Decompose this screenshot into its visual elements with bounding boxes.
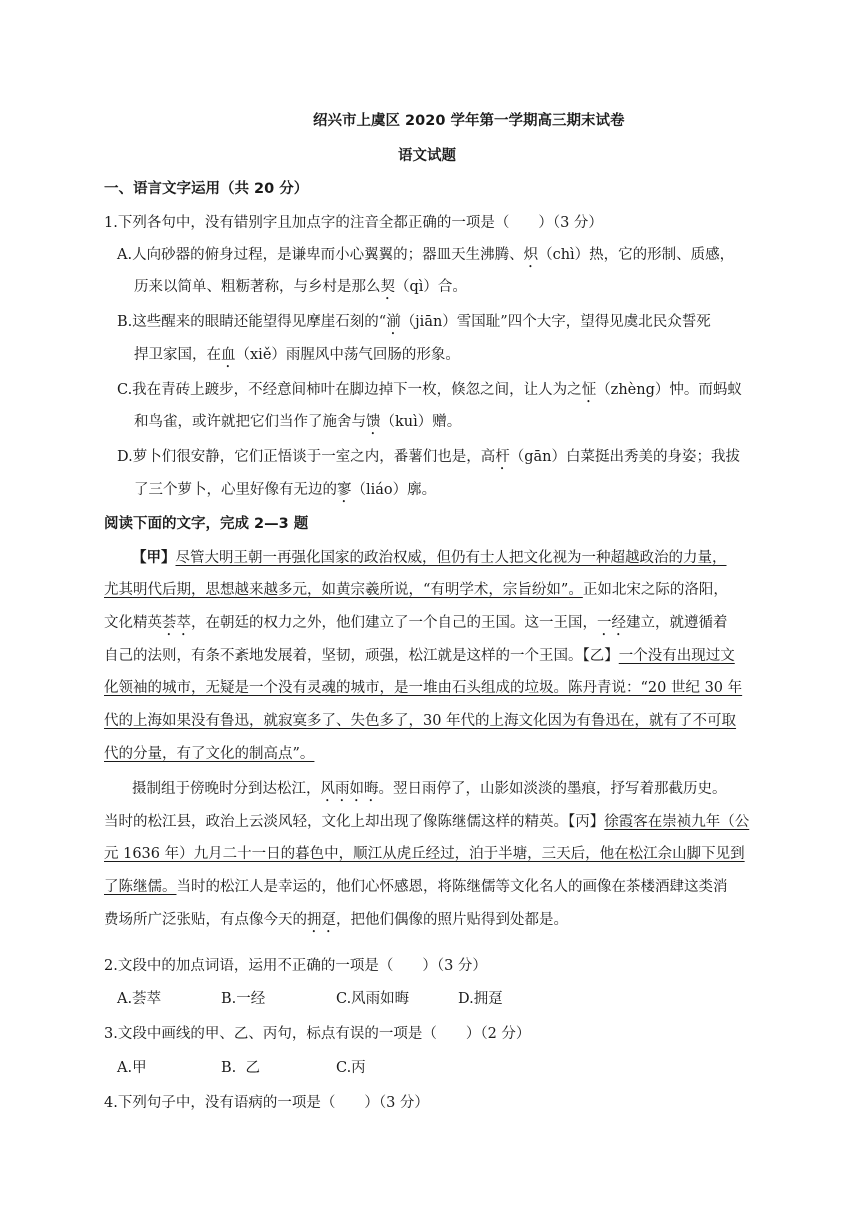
text: 当时的松江人是幸运的，他们心怀感恩，将陈继儒等文化名人的画像在茶楼酒肆这类消 bbox=[176, 879, 728, 895]
text: 正如北宋之际的洛阳， bbox=[582, 582, 728, 598]
q1-option-c-line1 bbox=[117, 380, 742, 406]
passage-p1-line1 bbox=[132, 548, 727, 568]
q1-option-c-line2 bbox=[134, 412, 461, 438]
passage-p2-line2 bbox=[104, 812, 749, 832]
text: （qì）合。 bbox=[395, 279, 467, 295]
passage-p1-line4 bbox=[104, 646, 735, 666]
text: 摄制组于傍晚时分到达松江， bbox=[132, 781, 321, 797]
passage-p1-line5: 化领袖的城市，无疑是一个没有灵魂的城市，是一堆由石头组成的垃圾。陈丹青说：“20 世纪 30 年 bbox=[104, 680, 743, 696]
q1-option-d-line2 bbox=[134, 480, 436, 506]
text: （zhèng）忡。而蚂蚁 bbox=[596, 382, 742, 398]
text: 文化精英 bbox=[104, 615, 162, 631]
text: （gān）白菜挺出秀美的身姿；我拔 bbox=[509, 449, 740, 465]
q2-option-d: D.拥趸 bbox=[458, 991, 503, 1007]
document-title: 绍兴市上虞区 2020 学年第一学期高三期末试卷 bbox=[313, 113, 625, 129]
text: B.这些醒来的眼睛还能望得见摩崖石刻的“ bbox=[117, 314, 387, 330]
sentence-marker-jia: 【甲】 bbox=[132, 550, 176, 566]
q3-stem: 3.文段中画线的甲、乙、丙句，标点有误的一项是（ ）（2 分） bbox=[104, 1026, 531, 1042]
q3-option-a: A.甲 bbox=[117, 1060, 147, 1076]
text: 建立，就遵循着 bbox=[626, 615, 728, 631]
dotted-word: 荟萃 bbox=[162, 615, 191, 631]
text: D.萝卜们很安静，它们正悟谈于一室之内，番薯们也是，高 bbox=[117, 449, 496, 465]
passage-p2-line4 bbox=[104, 877, 728, 897]
passage-p2-line1 bbox=[132, 779, 727, 805]
q1-option-a-line1 bbox=[117, 245, 734, 271]
dotted-char: 契 bbox=[380, 279, 395, 295]
q3-option-b: B. 乙 bbox=[221, 1060, 260, 1076]
text: （kuì）赠。 bbox=[380, 414, 462, 430]
text: 当时的松江县，政治上云淡风轻，文化上却出现了像陈继儒这样的精英。【丙】 bbox=[104, 814, 605, 830]
q1-option-a-line2 bbox=[134, 277, 467, 303]
text: （xiě）雨腥风中荡气回肠的形象。 bbox=[235, 347, 460, 363]
text: （liáo）廓。 bbox=[351, 482, 437, 498]
dotted-char: 杆 bbox=[495, 449, 510, 465]
text: （chì）热，它的形制、质感， bbox=[538, 247, 735, 263]
text: 费场所广泛张贴，有点像今天的 bbox=[104, 912, 307, 928]
dotted-char: 湔 bbox=[386, 314, 401, 330]
text: 了三个萝卜，心里好像有无边的 bbox=[134, 482, 337, 498]
passage-p1-line2 bbox=[104, 580, 728, 600]
underlined-sentence: 了陈继儒。 bbox=[104, 879, 177, 895]
text: 自己的法则，有条不紊地发展着，坚韧，顽强，松江就是这样的一个王国。【乙】 bbox=[104, 648, 619, 664]
passage-p2-line5 bbox=[104, 910, 568, 936]
reading-heading: 阅读下面的文字，完成 2—3 题 bbox=[104, 516, 309, 532]
dotted-char: 怔 bbox=[581, 382, 597, 398]
passage-p1-line7: 代的分量，有了文化的制高点”。 bbox=[104, 746, 315, 762]
dotted-char: 炽 bbox=[523, 247, 539, 263]
q3-option-c: C.丙 bbox=[336, 1060, 366, 1076]
q2-option-b: B.一经 bbox=[221, 991, 266, 1007]
underlined-sentence: 一个没有出现过文 bbox=[618, 648, 735, 664]
underlined-sentence: 徐霞客在崇祯九年（公 bbox=[604, 814, 750, 830]
text: 和鸟雀，或许就把它们当作了施舍与 bbox=[134, 414, 366, 430]
text: 捍卫家国，在 bbox=[134, 347, 221, 363]
q2-stem: 2.文段中的加点词语，运用不正确的一项是（ ）（3 分） bbox=[104, 958, 487, 974]
document-subtitle: 语文试题 bbox=[398, 148, 456, 164]
dotted-word: 拥趸 bbox=[307, 912, 336, 928]
dotted-char: 寥 bbox=[337, 482, 352, 498]
text: ，在朝廷的权力之外，他们建立了一个自己的王国。这一王国， bbox=[191, 615, 597, 631]
q2-option-c: C.风雨如晦 bbox=[336, 991, 410, 1007]
q1-option-d-line1 bbox=[117, 447, 740, 473]
underlined-sentence: 尤其明代后期，思想越来越多元，如黄宗羲所说，“有明学术，宗旨纷如”。 bbox=[104, 582, 583, 598]
dotted-word: 一经 bbox=[597, 615, 626, 631]
text: ，把他们偶像的照片贴得到处都是。 bbox=[336, 912, 568, 928]
section-heading: 一、语言文字运用（共 20 分） bbox=[104, 181, 309, 197]
text: （jiān）雪国耻”四个大字，望得见虞北民众誓死 bbox=[400, 314, 711, 330]
dotted-char: 馈 bbox=[366, 414, 381, 430]
dotted-char: 血 bbox=[221, 347, 236, 363]
q4-stem: 4.下列句子中，没有语病的一项是（ ）（3 分） bbox=[104, 1095, 429, 1111]
text: C.我在青砖上踱步，不经意间柿叶在脚边掉下一枚，倏忽之间，让人为之 bbox=[117, 382, 582, 398]
text: 。翌日雨停了，山影如淡淡的墨痕，抒写着那截历史。 bbox=[378, 781, 727, 797]
q1-option-b-line1 bbox=[117, 312, 711, 338]
passage-p1-line6: 代的上海如果没有鲁迅，就寂寞多了、失色多了，30 年代的上海文化因为有鲁迅在，就有了不可取 bbox=[104, 713, 737, 729]
q1-stem: 1.下列各句中，没有错别字且加点字的注音全都正确的一项是（ ）（3 分） bbox=[104, 215, 603, 231]
dotted-word: 风雨如晦 bbox=[320, 781, 379, 797]
text: 历来以简单、粗粝著称，与乡村是那么 bbox=[134, 279, 381, 295]
q2-option-a: A.荟萃 bbox=[117, 991, 162, 1007]
passage-p2-line3: 元 1636 年）九月二十一日的暮色中，顺江从虎丘经过，泊于半塘，三天后，他在松江佘山脚下见到 bbox=[104, 846, 745, 862]
passage-p1-line3 bbox=[104, 613, 728, 639]
underlined-sentence: 尽管大明王朝一再强化国家的政治权威，但仍有士人把文化视为一种超越政治的力量， bbox=[175, 550, 727, 566]
text: A.人向砂器的俯身过程，是谦卑而小心翼翼的；器皿天生沸腾、 bbox=[117, 247, 524, 263]
q1-option-b-line2 bbox=[134, 345, 460, 371]
